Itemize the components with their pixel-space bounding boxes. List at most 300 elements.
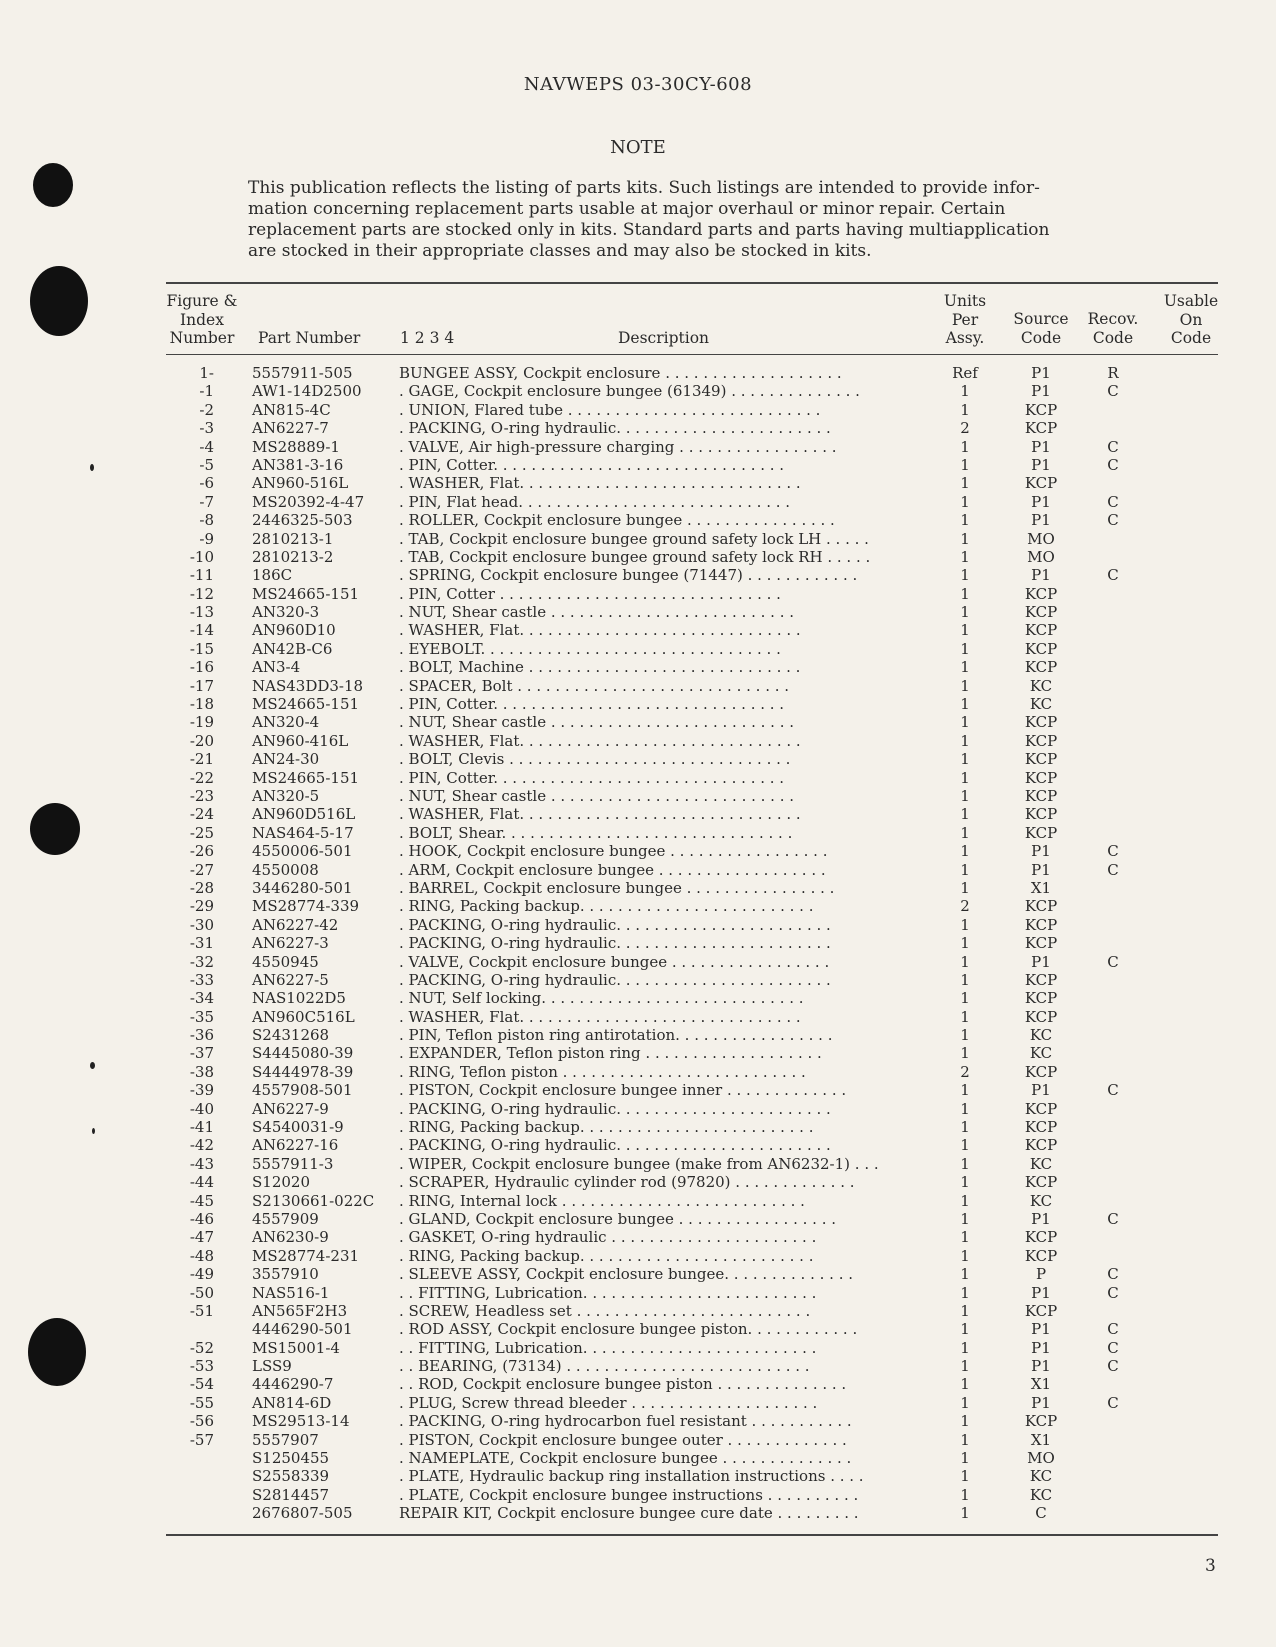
row-source-code: KC <box>1029 1154 1053 1173</box>
row-part-number: AN24-30 <box>252 750 320 769</box>
row-source-code: P1 <box>1031 1393 1051 1412</box>
row-units-per-assy: 1 <box>960 400 970 419</box>
row-description: BUNGEE ASSY, Cockpit enclosure . . . . . . . . . . . . . . . . . . . <box>399 364 842 382</box>
table-row <box>0 401 1276 419</box>
row-description: . SCREW, Headless set . . . . . . . . . . . . . . . . . . . . . . . . . <box>399 1301 811 1320</box>
row-source-code: KC <box>1029 1026 1053 1045</box>
row-part-number: 3557910 <box>252 1265 319 1284</box>
row-units-per-assy: 1 <box>960 1228 970 1247</box>
row-part-number: MS28774-231 <box>252 1246 360 1265</box>
table-row <box>0 1394 1276 1412</box>
parts-table-body <box>0 364 1276 1523</box>
row-description: . VALVE, Cockpit enclosure bungee . . . . . . . . . . . . . . . . . <box>399 952 830 971</box>
row-index-number: -42 <box>189 1136 214 1155</box>
row-units-per-assy: 1 <box>960 934 970 953</box>
row-part-number: 5557911-3 <box>252 1154 334 1173</box>
row-units-per-assy: 1 <box>960 1467 970 1486</box>
row-source-code: KCP <box>1024 474 1058 493</box>
table-row <box>0 787 1276 805</box>
row-index-number: -24 <box>189 805 214 824</box>
row-index-number: -1 <box>199 382 214 401</box>
row-source-code: P1 <box>1031 1320 1051 1339</box>
table-row <box>0 456 1276 474</box>
table-row <box>0 530 1276 548</box>
row-index-number: -40 <box>189 1099 214 1118</box>
row-index-number: -55 <box>189 1393 214 1412</box>
row-source-code: KC <box>1029 676 1053 695</box>
table-row <box>0 1431 1276 1449</box>
binder-hole <box>30 266 88 336</box>
row-description: REPAIR KIT, Cockpit enclosure bungee cure date . . . . . . . . . <box>399 1504 859 1523</box>
row-description: . BARREL, Cockpit enclosure bungee . . . . . . . . . . . . . . . . <box>399 878 835 897</box>
row-part-number: MS24665-151 <box>252 768 360 787</box>
row-units-per-assy: 1 <box>960 1099 970 1118</box>
row-recov-code: C <box>1107 1283 1119 1302</box>
header-recov-code: Recov. Code <box>1087 310 1139 347</box>
row-part-number: MS28774-339 <box>252 897 360 916</box>
row-part-number: AN6227-7 <box>252 419 329 438</box>
row-source-code: MO <box>1027 529 1055 548</box>
note-title: NOTE <box>610 137 666 158</box>
row-units-per-assy: 1 <box>960 823 970 842</box>
row-source-code: P1 <box>1031 1357 1051 1376</box>
row-part-number: 2446325-503 <box>252 511 353 530</box>
row-source-code: KCP <box>1024 934 1058 953</box>
row-description: . PLATE, Cockpit enclosure bungee instructions . . . . . . . . . . <box>399 1485 859 1504</box>
table-row <box>0 732 1276 750</box>
row-part-number: AN6227-3 <box>252 934 329 953</box>
row-recov-code: C <box>1107 1393 1119 1412</box>
row-part-number: AN320-3 <box>252 603 320 622</box>
row-part-number: AN3-4 <box>252 658 301 677</box>
row-source-code: KC <box>1029 1467 1053 1486</box>
row-index-number: -13 <box>189 603 214 622</box>
row-source-code: KCP <box>1024 1228 1058 1247</box>
row-part-number: AN381-3-16 <box>252 455 344 474</box>
row-index-number: -2 <box>199 400 214 419</box>
row-source-code: P1 <box>1031 1081 1051 1100</box>
note-body <box>248 178 1128 262</box>
row-part-number: AN42B-C6 <box>252 639 333 658</box>
row-source-code: P1 <box>1031 437 1051 456</box>
table-row <box>0 1486 1276 1504</box>
row-index-number: -6 <box>199 474 214 493</box>
table-row <box>0 364 1276 382</box>
row-index-number: -27 <box>189 860 214 879</box>
row-description: . WASHER, Flat. . . . . . . . . . . . . . . . . . . . . . . . . . . . . . <box>399 621 801 640</box>
row-source-code: KCP <box>1024 658 1058 677</box>
table-row <box>0 1081 1276 1099</box>
row-part-number: AN6230-9 <box>252 1228 329 1247</box>
row-part-number: 4550945 <box>252 952 319 971</box>
row-description: . GAGE, Cockpit enclosure bungee (61349) . . . . . . . . . . . . . . <box>399 382 860 401</box>
row-part-number: MS28889-1 <box>252 437 340 456</box>
row-description: . RING, Packing backup. . . . . . . . . . . . . . . . . . . . . . . . . <box>399 1246 814 1265</box>
row-units-per-assy: 1 <box>960 566 970 585</box>
table-row <box>0 1449 1276 1467</box>
row-description: . UNION, Flared tube . . . . . . . . . . . . . . . . . . . . . . . . . . . <box>399 400 821 419</box>
row-index-number: -25 <box>189 823 214 842</box>
row-index-number: -22 <box>189 768 214 787</box>
row-source-code: KCP <box>1024 768 1058 787</box>
table-row <box>0 861 1276 879</box>
row-index-number: -41 <box>189 1118 214 1137</box>
row-source-code: KCP <box>1024 713 1058 732</box>
row-index-number: -29 <box>189 897 214 916</box>
row-units-per-assy: 1 <box>960 676 970 695</box>
row-index-number: -11 <box>189 566 214 585</box>
row-units-per-assy: 1 <box>960 1191 970 1210</box>
row-units-per-assy: 1 <box>960 786 970 805</box>
table-row <box>0 566 1276 584</box>
table-row <box>0 1044 1276 1062</box>
row-index-number: -31 <box>189 934 214 953</box>
row-description: . NUT, Shear castle . . . . . . . . . . . . . . . . . . . . . . . . . . <box>399 786 795 805</box>
row-units-per-assy: 1 <box>960 1044 970 1063</box>
row-source-code: X1 <box>1030 878 1052 897</box>
row-index-number: -35 <box>189 1007 214 1026</box>
row-recov-code: C <box>1107 437 1119 456</box>
row-source-code: P1 <box>1031 1283 1051 1302</box>
row-description: . PIN, Cotter. . . . . . . . . . . . . . . . . . . . . . . . . . . . . . . <box>399 455 785 474</box>
row-source-code: KCP <box>1024 786 1058 805</box>
row-description: . PACKING, O-ring hydraulic. . . . . . . . . . . . . . . . . . . . . . . <box>399 915 831 934</box>
row-description: . HOOK, Cockpit enclosure bungee . . . . . . . . . . . . . . . . . <box>399 842 828 861</box>
table-row <box>0 585 1276 603</box>
row-part-number: 5557907 <box>252 1430 319 1449</box>
row-index-number: -36 <box>189 1026 214 1045</box>
table-row <box>0 1284 1276 1302</box>
row-description: . PIN, Cotter . . . . . . . . . . . . . . . . . . . . . . . . . . . . . . <box>399 584 781 603</box>
row-part-number: 4557908-501 <box>252 1081 353 1100</box>
note-line: mation concerning replacement parts usable at major overhaul or minor repair. Certain <box>248 199 1006 219</box>
table-row <box>0 989 1276 1007</box>
row-description: . VALVE, Air high-pressure charging . . . . . . . . . . . . . . . . . <box>399 437 837 456</box>
row-units-per-assy: 1 <box>960 511 970 530</box>
row-recov-code: C <box>1107 492 1119 511</box>
row-part-number: AN565F2H3 <box>252 1301 348 1320</box>
row-units-per-assy: 1 <box>960 1265 970 1284</box>
table-row <box>0 1136 1276 1154</box>
row-description: . SCRAPER, Hydraulic cylinder rod (97820) . . . . . . . . . . . . . <box>399 1173 855 1192</box>
row-source-code: KCP <box>1024 584 1058 603</box>
row-source-code: KCP <box>1024 1099 1058 1118</box>
row-description: . TAB, Cockpit enclosure bungee ground safety lock LH . . . . . <box>399 529 869 548</box>
row-description: . WASHER, Flat. . . . . . . . . . . . . . . . . . . . . . . . . . . . . . <box>399 474 801 493</box>
row-units-per-assy: 1 <box>960 1154 970 1173</box>
table-row <box>0 916 1276 934</box>
header-indent-levels: 1 2 3 4 <box>400 329 455 347</box>
table-row <box>0 934 1276 952</box>
table-row <box>0 1504 1276 1522</box>
row-source-code: KCP <box>1024 823 1058 842</box>
row-index-number: -15 <box>189 639 214 658</box>
row-source-code: P1 <box>1031 860 1051 879</box>
row-units-per-assy: 1 <box>960 1412 970 1431</box>
row-index-number: -30 <box>189 915 214 934</box>
row-units-per-assy: 1 <box>960 952 970 971</box>
row-source-code: C <box>1035 1504 1047 1523</box>
row-part-number: 4446290-501 <box>252 1320 353 1339</box>
row-index-number: -56 <box>189 1412 214 1431</box>
row-index-number: -54 <box>189 1375 214 1394</box>
table-row <box>0 1118 1276 1136</box>
row-recov-code: C <box>1107 952 1119 971</box>
row-description: . EYEBOLT. . . . . . . . . . . . . . . . . . . . . . . . . . . . . . . . <box>399 639 781 658</box>
row-description: . RING, Teflon piston . . . . . . . . . . . . . . . . . . . . . . . . . . <box>399 1062 806 1081</box>
table-row <box>0 1155 1276 1173</box>
row-index-number: -5 <box>199 455 214 474</box>
row-recov-code: C <box>1107 382 1119 401</box>
row-description: . PACKING, O-ring hydraulic. . . . . . . . . . . . . . . . . . . . . . . <box>399 419 831 438</box>
row-source-code: P1 <box>1031 842 1051 861</box>
table-row <box>0 769 1276 787</box>
row-index-number: -38 <box>189 1062 214 1081</box>
table-row <box>0 474 1276 492</box>
row-source-code: KCP <box>1024 1136 1058 1155</box>
table-row <box>0 713 1276 731</box>
row-description: . NUT, Shear castle . . . . . . . . . . . . . . . . . . . . . . . . . . <box>399 713 795 732</box>
row-recov-code: C <box>1107 1209 1119 1228</box>
row-source-code: P1 <box>1031 382 1051 401</box>
row-part-number: AN6227-5 <box>252 970 329 989</box>
row-source-code: KCP <box>1024 621 1058 640</box>
row-recov-code: C <box>1107 1320 1119 1339</box>
row-units-per-assy: 1 <box>960 1485 970 1504</box>
row-units-per-assy: 1 <box>960 1301 970 1320</box>
row-source-code: P <box>1035 1265 1047 1284</box>
row-index-number: -28 <box>189 878 214 897</box>
row-units-per-assy: 1 <box>960 1320 970 1339</box>
row-part-number: S12020 <box>252 1173 310 1192</box>
row-recov-code: C <box>1107 1357 1119 1376</box>
row-part-number: AW1-14D2500 <box>252 382 362 401</box>
row-recov-code: C <box>1107 1081 1119 1100</box>
table-row <box>0 1100 1276 1118</box>
row-units-per-assy: 1 <box>960 989 970 1008</box>
row-index-number: -46 <box>189 1209 214 1228</box>
row-part-number: AN6227-9 <box>252 1099 329 1118</box>
row-units-per-assy: 1 <box>960 529 970 548</box>
row-recov-code: C <box>1107 842 1119 861</box>
row-source-code: P1 <box>1031 1338 1051 1357</box>
row-source-code: KCP <box>1024 805 1058 824</box>
table-row <box>0 1320 1276 1338</box>
row-description: . SLEEVE ASSY, Cockpit enclosure bungee. . . . . . . . . . . . . . <box>399 1265 853 1284</box>
row-description: . WASHER, Flat. . . . . . . . . . . . . . . . . . . . . . . . . . . . . . <box>399 805 801 824</box>
row-description: . RING, Packing backup. . . . . . . . . . . . . . . . . . . . . . . . . <box>399 897 814 916</box>
row-source-code: P1 <box>1031 566 1051 585</box>
row-description: . PLUG, Screw thread bleeder . . . . . . . . . . . . . . . . . . . . <box>399 1393 818 1412</box>
row-part-number: MS24665-151 <box>252 695 360 714</box>
row-units-per-assy: 1 <box>960 1246 970 1265</box>
table-row <box>0 1210 1276 1228</box>
row-units-per-assy: 1 <box>960 768 970 787</box>
table-row <box>0 897 1276 915</box>
row-description: . WASHER, Flat. . . . . . . . . . . . . . . . . . . . . . . . . . . . . . <box>399 1007 801 1026</box>
row-part-number: 186C <box>252 566 293 585</box>
row-index-number: -26 <box>189 842 214 861</box>
row-part-number: S4445080-39 <box>252 1044 354 1063</box>
row-index-number: -52 <box>189 1338 214 1357</box>
table-row <box>0 1192 1276 1210</box>
row-recov-code: C <box>1107 566 1119 585</box>
row-units-per-assy: Ref <box>952 364 978 382</box>
row-source-code: KCP <box>1024 1007 1058 1026</box>
table-row <box>0 1412 1276 1430</box>
note-line: This publication reflects the listing of parts kits. Such listings are intended to provide infor- <box>248 178 1040 198</box>
row-part-number: S2431268 <box>252 1026 330 1045</box>
row-source-code: P1 <box>1031 952 1051 971</box>
row-part-number: 2810213-2 <box>252 547 334 566</box>
row-part-number: 4557909 <box>252 1209 319 1228</box>
row-description: . RING, Internal lock . . . . . . . . . . . . . . . . . . . . . . . . . . <box>399 1191 805 1210</box>
row-description: . PACKING, O-ring hydraulic. . . . . . . . . . . . . . . . . . . . . . . <box>399 1136 831 1155</box>
row-description: . . ROD, Cockpit enclosure bungee piston . . . . . . . . . . . . . . <box>399 1375 847 1394</box>
row-units-per-assy: 1 <box>960 805 970 824</box>
row-index-number: -23 <box>189 786 214 805</box>
row-description: . WIPER, Cockpit enclosure bungee (make from AN6232-1) . . . <box>399 1154 879 1173</box>
row-part-number: AN960-416L <box>252 731 349 750</box>
row-index-number: -45 <box>189 1191 214 1210</box>
table-header-rule <box>166 354 1218 355</box>
row-description: . PACKING, O-ring hydrocarbon fuel resistant . . . . . . . . . . . <box>399 1412 852 1431</box>
row-units-per-assy: 2 <box>960 419 970 438</box>
row-description: . . FITTING, Lubrication. . . . . . . . . . . . . . . . . . . . . . . . . <box>399 1338 817 1357</box>
row-source-code: KCP <box>1024 1062 1058 1081</box>
table-row <box>0 1063 1276 1081</box>
table-row <box>0 750 1276 768</box>
row-units-per-assy: 1 <box>960 1283 970 1302</box>
table-row <box>0 1375 1276 1393</box>
row-units-per-assy: 1 <box>960 970 970 989</box>
row-source-code: P1 <box>1031 492 1051 511</box>
table-row <box>0 419 1276 437</box>
row-units-per-assy: 1 <box>960 547 970 566</box>
header-description: Description <box>618 329 710 347</box>
row-part-number: LSS9 <box>252 1357 292 1376</box>
row-source-code: KCP <box>1024 731 1058 750</box>
row-description: . GLAND, Cockpit enclosure bungee . . . . . . . . . . . . . . . . . <box>399 1209 836 1228</box>
table-row <box>0 548 1276 566</box>
row-source-code: KC <box>1029 1191 1053 1210</box>
row-part-number: 2810213-1 <box>252 529 334 548</box>
row-part-number: S1250455 <box>252 1449 330 1468</box>
row-units-per-assy: 1 <box>960 455 970 474</box>
row-part-number: AN320-5 <box>252 786 320 805</box>
row-units-per-assy: 1 <box>960 1136 970 1155</box>
table-row <box>0 603 1276 621</box>
row-part-number: NAS464-5-17 <box>252 823 354 842</box>
table-row <box>0 640 1276 658</box>
row-index-number: -33 <box>189 970 214 989</box>
row-index-number: -17 <box>189 676 214 695</box>
row-units-per-assy: 1 <box>960 1504 970 1523</box>
row-units-per-assy: 1 <box>960 695 970 714</box>
row-recov-code: C <box>1107 455 1119 474</box>
row-index-number: -7 <box>199 492 214 511</box>
document-number: NAVWEPS 03-30CY-608 <box>523 74 753 95</box>
row-source-code: KCP <box>1024 750 1058 769</box>
table-row <box>0 1339 1276 1357</box>
row-part-number: AN960C516L <box>252 1007 355 1026</box>
row-part-number: AN960D516L <box>252 805 356 824</box>
row-index-number: -51 <box>189 1301 214 1320</box>
row-source-code: KCP <box>1024 639 1058 658</box>
row-description: . NAMEPLATE, Cockpit enclosure bungee . . . . . . . . . . . . . . <box>399 1449 852 1468</box>
row-description: . WASHER, Flat. . . . . . . . . . . . . . . . . . . . . . . . . . . . . . <box>399 731 801 750</box>
table-row <box>0 1302 1276 1320</box>
row-units-per-assy: 1 <box>960 713 970 732</box>
row-description: . ARM, Cockpit enclosure bungee . . . . . . . . . . . . . . . . . . <box>399 860 826 879</box>
row-index-number: -57 <box>189 1430 214 1449</box>
row-index-number: -10 <box>189 547 214 566</box>
row-part-number: 3446280-501 <box>252 878 353 897</box>
row-units-per-assy: 1 <box>960 1081 970 1100</box>
header-part-number: Part Number <box>258 329 361 347</box>
row-part-number: 4446290-7 <box>252 1375 334 1394</box>
row-part-number: MS29513-14 <box>252 1412 350 1431</box>
header-source-code: Source Code <box>1013 310 1069 347</box>
row-index-number: -34 <box>189 989 214 1008</box>
page-number: 3 <box>1205 1556 1216 1576</box>
row-source-code: KCP <box>1024 1246 1058 1265</box>
row-index-number: -18 <box>189 695 214 714</box>
row-units-per-assy: 1 <box>960 842 970 861</box>
row-source-code: KC <box>1029 1485 1053 1504</box>
table-row <box>0 879 1276 897</box>
row-part-number: AN815-4C <box>252 400 331 419</box>
row-source-code: KCP <box>1024 603 1058 622</box>
row-part-number: AN6227-42 <box>252 915 339 934</box>
table-row <box>0 695 1276 713</box>
row-index-number: -53 <box>189 1357 214 1376</box>
row-units-per-assy: 1 <box>960 1338 970 1357</box>
table-row <box>0 1247 1276 1265</box>
note-line: are stocked in their appropriate classes and may also be stocked in kits. <box>248 241 872 261</box>
note-line: replacement parts are stocked only in kits. Standard parts and parts having multiapplication <box>248 220 1050 240</box>
row-part-number: 5557911-505 <box>252 364 353 382</box>
binder-hole <box>33 163 73 207</box>
header-figure-index: Figure & Index Number <box>166 292 238 347</box>
row-source-code: P1 <box>1031 455 1051 474</box>
row-units-per-assy: 1 <box>960 639 970 658</box>
row-index-number: -48 <box>189 1246 214 1265</box>
row-description: . PISTON, Cockpit enclosure bungee outer . . . . . . . . . . . . . <box>399 1430 847 1449</box>
table-row <box>0 824 1276 842</box>
row-units-per-assy: 1 <box>960 1430 970 1449</box>
row-part-number: MS24665-151 <box>252 584 360 603</box>
row-part-number: AN814-6D <box>252 1393 332 1412</box>
row-description: . RING, Packing backup. . . . . . . . . . . . . . . . . . . . . . . . . <box>399 1118 814 1137</box>
row-units-per-assy: 1 <box>960 437 970 456</box>
row-units-per-assy: 1 <box>960 1393 970 1412</box>
row-source-code: KCP <box>1024 1412 1058 1431</box>
row-description: . SPACER, Bolt . . . . . . . . . . . . . . . . . . . . . . . . . . . . . <box>399 676 790 695</box>
row-index-number: 1- <box>199 364 214 382</box>
row-units-per-assy: 1 <box>960 1007 970 1026</box>
row-units-per-assy: 1 <box>960 1375 970 1394</box>
row-index-number: -20 <box>189 731 214 750</box>
row-index-number: -19 <box>189 713 214 732</box>
row-units-per-assy: 1 <box>960 1357 970 1376</box>
row-recov-code: C <box>1107 1338 1119 1357</box>
row-recov-code: C <box>1107 860 1119 879</box>
row-source-code: KCP <box>1024 897 1058 916</box>
table-row <box>0 842 1276 860</box>
row-source-code: KC <box>1029 1044 1053 1063</box>
row-units-per-assy: 1 <box>960 1026 970 1045</box>
